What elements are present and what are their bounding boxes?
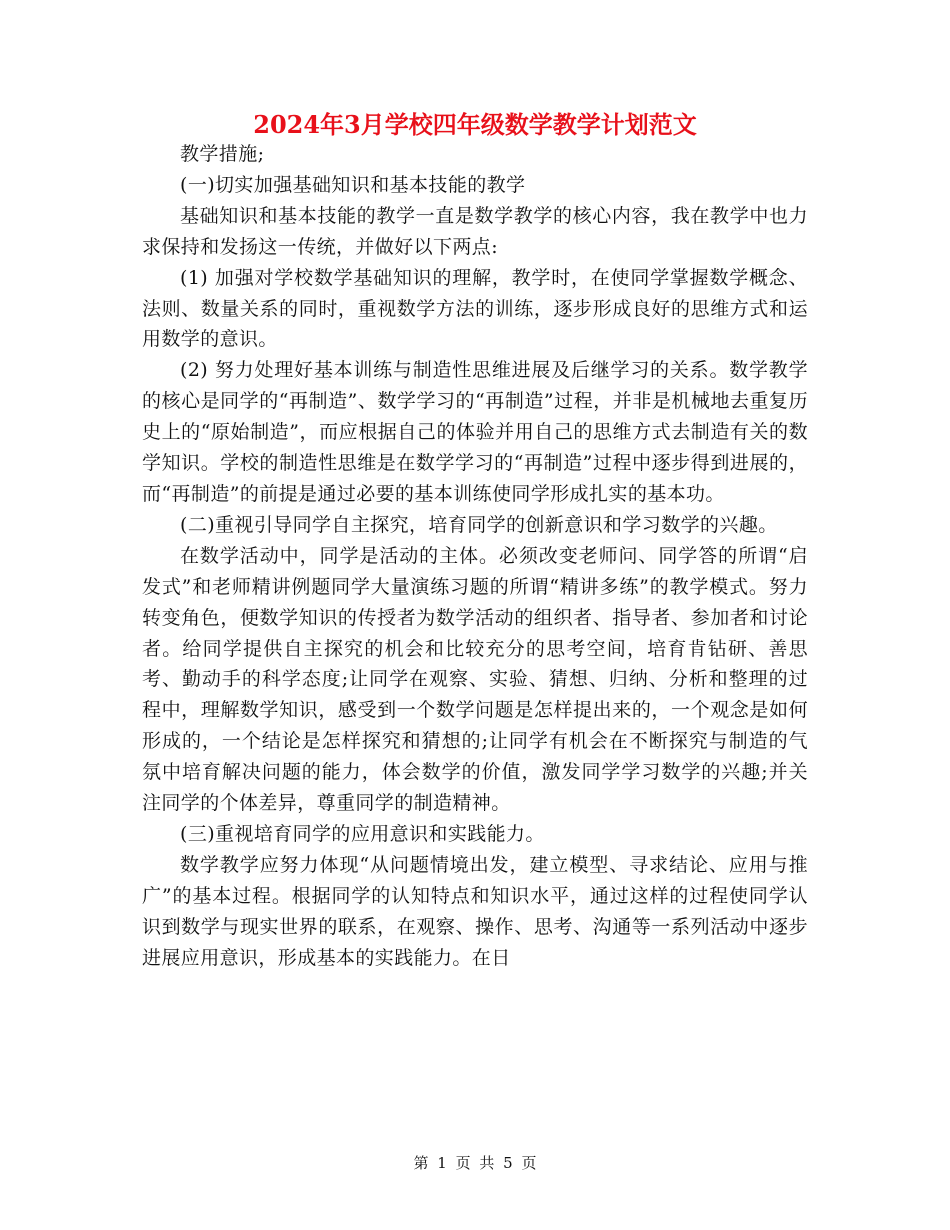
paragraph-section-1-heading: (一)切实加强基础知识和基本技能的教学 <box>180 173 526 196</box>
paragraph-measures-heading: 教学措施; <box>180 143 265 165</box>
paragraph-section-2-heading: (二)重视引导同学自主探究，培育同学的创新意识和学习数学的兴趣。 <box>180 513 778 536</box>
paragraph-point-2: (2) 努力处理好基本训练与制造性思维进展及后继学习的关系。数学教学的核心是同学的“再制造”、数学学习的“再制造”过程，并非是机械地去重复历史上的“原始制造”，而应根据自己的体验并用自己的思维方式去制造有关的数学知识。学校的制造性思维是在数学学习的“再制造”过程中逐步得到进展的，而“再制造”的前提是通过必要的基本训练使同学形成扎实的基本功。 <box>142 359 808 505</box>
paragraph-section-2-body: 在数学活动中，同学是活动的主体。必须改变老师问、同学答的所谓“启发式”和老师精讲例题同学大量演练习题的所谓“精讲多练”的教学模式。努力转变角色，便数学知识的传授者为数学活动的组织者、指导者、参加者和讨论者。给同学提供自主探究的机会和比较充分的思考空间，培育肯钻研、善思考、勤动手的科学态度;让同学在观察、实验、猜想、归纳、分析和整理的过程中，理解数学知识，感受到一个数学问题是怎样提出来的，一个观念是如何形成的，一个结论是怎样探究和猜想的;让同学有机会在不断探究与制造的气氛中培育解决问题的能力，体会数学的价值，激发同学学习数学的兴趣;并关注同学的个体差异，尊重同学的制造精神。 <box>142 544 808 815</box>
paragraph-section-3-heading: (三)重视培育同学的应用意识和实践能力。 <box>180 822 545 845</box>
paragraph-section-1-intro: 基础知识和基本技能的教学一直是数学教学的核心内容，我在教学中也力求保持和发扬这一传统，并做好以下两点: <box>142 204 808 258</box>
page-number-footer: 第 1 页 共 5 页 <box>413 1154 537 1172</box>
paragraph-point-1: (1) 加强对学校数学基础知识的理解，教学时，在使同学掌握数学概念、法则、数量关系的同时，重视数学方法的训练，逐步形成良好的思维方式和运用数学的意识。 <box>142 266 808 351</box>
document-body <box>142 139 808 973</box>
document-title: 2024年3月学校四年级数学教学计划范文 <box>253 110 697 139</box>
paragraph-section-3-body: 数学教学应努力体现“从问题情境出发，建立模型、寻求结论、应用与推广”的基本过程。根据同学的认知特点和知识水平，通过这样的过程使同学认识到数学与现实世界的联系，在观察、操作、思考、沟通等一系列活动中逐步进展应用意识，形成基本的实践能力。在日 <box>142 853 808 969</box>
